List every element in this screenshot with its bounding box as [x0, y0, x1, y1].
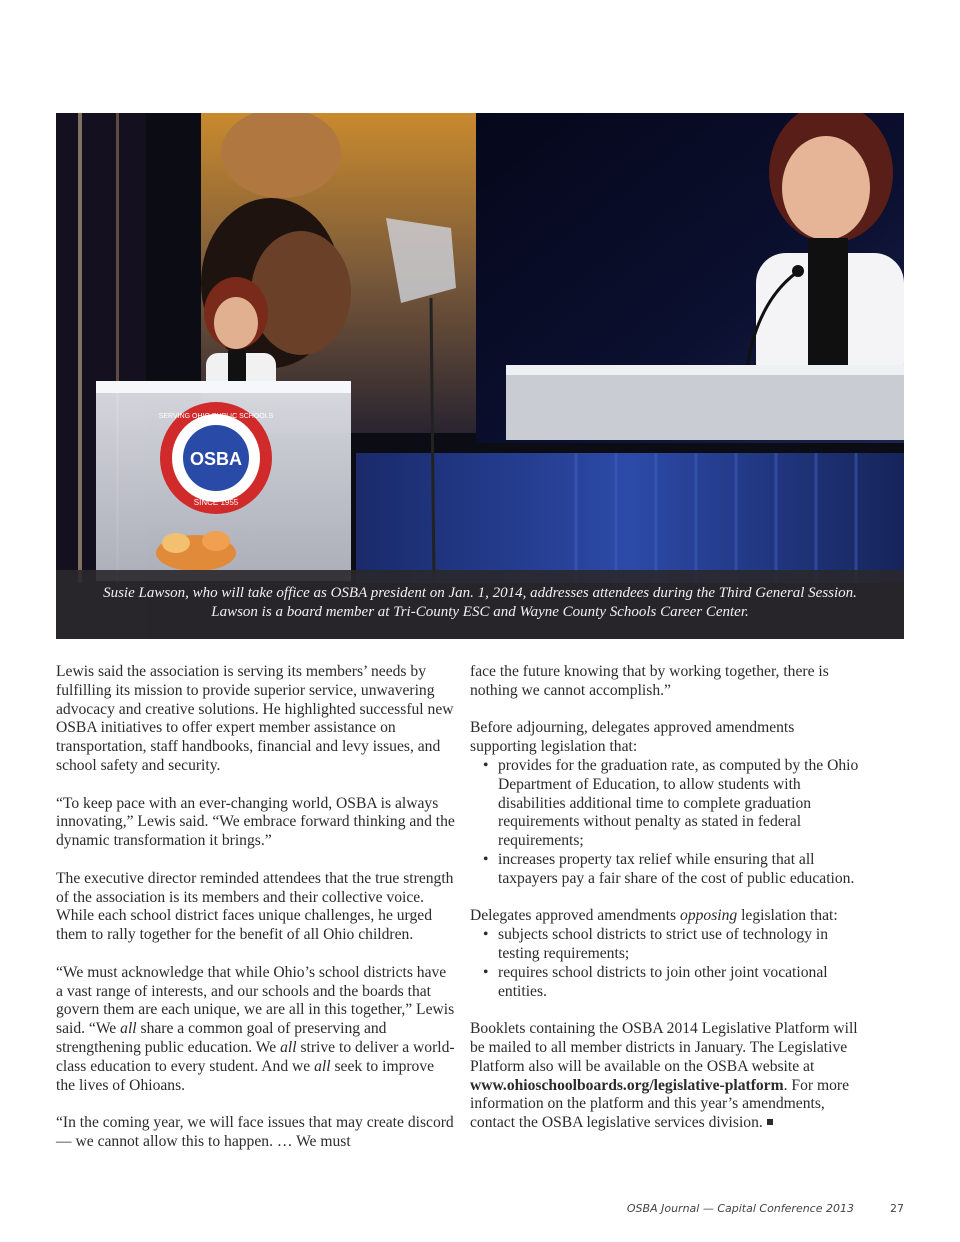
- caption-line-2: Lawson is a board member at Tri-County ESC and Wayne County Schools Career Center.: [211, 604, 749, 620]
- list-item: • increases property tax relief while ensuring that all taxpayers pay a fair share of the cost of public education.: [498, 851, 862, 889]
- paragraph-quote: [56, 964, 456, 1096]
- text-run: seek to improve the lives of Ohioans.: [56, 1057, 435, 1094]
- emphasis: all: [120, 1020, 137, 1038]
- seal-top-text: SERVING OHIO PUBLIC SCHOOLS: [158, 413, 274, 420]
- paragraph: [470, 907, 862, 926]
- photo-caption: [56, 570, 904, 639]
- seal-center-text: OSBA: [189, 449, 243, 469]
- paragraph: “To keep pace with an ever-changing world, OSBA is always innovating,” Lewis said. “We embrace forward thinking and the dynamic transformation it brings.”: [56, 794, 455, 850]
- paragraph: face the future knowing that by working together, there is nothing we cannot accomplish.”: [470, 663, 829, 699]
- website-link[interactable]: www.ohioschoolboards.org/legislative-platform: [470, 1076, 784, 1094]
- emphasis: all: [280, 1038, 297, 1056]
- seal-bottom-text: SINCE 1955: [193, 498, 239, 507]
- text-run: Delegates approved amendments: [470, 907, 681, 925]
- paragraph: “In the coming year, we will face issues that may create discord — we cannot allow this to happen. … We must: [56, 1114, 454, 1150]
- end-mark-icon: [767, 1119, 773, 1125]
- text-run: share a common goal of preserving and strengthening public education. We: [56, 1020, 387, 1056]
- text-run: legislation that:: [737, 907, 838, 925]
- right-column: [470, 663, 862, 1133]
- opposing-list: [470, 926, 862, 1001]
- conference-photo: [56, 113, 904, 639]
- list-item: • subjects school districts to strict use of technology in testing requirements;: [498, 926, 862, 964]
- text-run: . For more information on the platform and this year’s amendments, contact the OSBA legislative services division.: [470, 1076, 850, 1132]
- journal-title: OSBA Journal — Capital Conference 2013: [626, 1202, 854, 1215]
- paragraph: [470, 1020, 862, 1133]
- paragraph: The executive director reminded attendees that the true strength of the association is its members and their collective voice. While each school district faces unique challenges, he urged them to rally together for the benefit of all Ohio children.: [56, 869, 454, 944]
- emphasis: all: [314, 1057, 331, 1075]
- caption-line-1: Susie Lawson, who will take office as OSBA president on Jan. 1, 2014, addresses attendees during the Third General Session.: [103, 585, 857, 601]
- text-run: strive to deliver a world-class education to every student. And we: [56, 1038, 455, 1075]
- paragraph: Lewis said the association is serving its members’ needs by fulfilling its mission to provide superior service, unwavering advocacy and creative solutions. He highlighted successful new OSBA initiatives to offer expert member assistance on transportation, staff handbooks, financial and levy issues, and school safety and security.: [56, 663, 454, 774]
- page-number: 27: [890, 1202, 904, 1215]
- emphasis: opposing: [680, 907, 738, 925]
- supporting-list: [470, 757, 862, 889]
- list-item: • requires school districts to join other joint vocational entities.: [498, 964, 862, 1002]
- list-item: • provides for the graduation rate, as computed by the Ohio Department of Education, to allow students with disabilities additional time to complete graduation requirements without penalty as stated in federal requirements;: [498, 757, 862, 851]
- left-column: [56, 663, 456, 1152]
- page-footer: [560, 1202, 904, 1215]
- photo-illustration: [56, 113, 904, 639]
- text-run: Booklets containing the OSBA 2014 Legislative Platform will be mailed to all member districts in January. The Legislative Platform also will be available on the OSBA website at: [470, 1020, 858, 1075]
- paragraph: Before adjourning, delegates approved amendments supporting legislation that:: [470, 719, 795, 756]
- text-run: “We must acknowledge that while Ohio’s school districts have a vast range of interests, and our schools and the boards that govern them are each unique, we are all in this together,” Lewis said. “We: [56, 963, 455, 1038]
